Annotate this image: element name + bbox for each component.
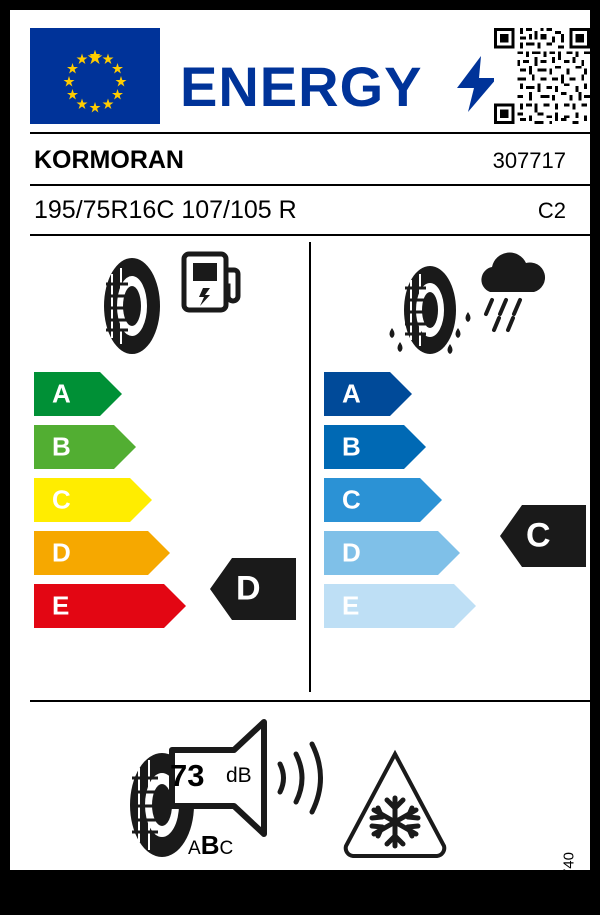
fuel-grade-b <box>34 425 136 469</box>
tire-icon <box>90 250 190 360</box>
noise-value: 73 <box>170 758 205 793</box>
eu-flag-icon <box>30 28 160 124</box>
energy-title: ENERGY <box>180 55 423 118</box>
fuel-grade-label: A <box>52 378 71 409</box>
wet-grade-d <box>324 531 460 575</box>
divider-header <box>30 132 590 134</box>
noise-unit: dB <box>226 764 252 787</box>
wet-rating-pointer <box>500 505 586 567</box>
wet-grade-column <box>324 372 476 637</box>
fuel-grade-label: D <box>52 537 71 568</box>
fuel-grade-label: E <box>52 590 70 621</box>
qr-code-icon <box>494 28 590 124</box>
wet-grade-b <box>324 425 426 469</box>
wet-grade-label: D <box>342 537 361 568</box>
noise-section <box>110 720 370 870</box>
divider-size <box>30 234 590 236</box>
fuel-rating-pointer <box>210 558 296 620</box>
wet-grade-a <box>324 372 412 416</box>
regulation-reference: 2020/740 <box>561 852 578 915</box>
fuel-grade-c <box>34 478 152 522</box>
tyre-size: 195/75R16C 107/105 R <box>34 196 297 224</box>
fuel-grade-column <box>34 372 186 637</box>
divider-brand <box>30 184 590 186</box>
label-header <box>30 28 590 128</box>
snowflake-mountain-icon <box>340 750 450 860</box>
brand-name: KORMORAN <box>34 146 184 174</box>
noise-class-b: B <box>200 830 220 860</box>
rain-cloud-icon <box>470 248 560 338</box>
fuel-pump-icon <box>178 248 246 316</box>
fuel-grade-e <box>34 584 186 628</box>
wet-rating-label: C <box>526 516 551 555</box>
wet-grade-label: E <box>342 590 360 621</box>
fuel-rating-label: D <box>236 569 261 608</box>
fuel-grade-a <box>34 372 122 416</box>
wet-grade-label: B <box>342 431 361 462</box>
tyre-class: C2 <box>537 198 566 223</box>
divider-vertical <box>309 242 311 692</box>
wet-grade-e <box>324 584 476 628</box>
lightning-bolt-icon <box>455 56 499 112</box>
fuel-grade-d <box>34 531 170 575</box>
wet-grade-c <box>324 478 442 522</box>
fuel-grade-label: C <box>52 484 71 515</box>
wet-grade-label: C <box>342 484 361 515</box>
fuel-grade-label: B <box>52 431 71 462</box>
noise-class <box>188 830 233 861</box>
noise-class-a: A <box>188 838 201 859</box>
divider-bottom <box>30 700 590 702</box>
wet-grade-label: A <box>342 378 361 409</box>
product-code: 307717 <box>492 148 566 173</box>
noise-class-c: C <box>219 838 234 859</box>
